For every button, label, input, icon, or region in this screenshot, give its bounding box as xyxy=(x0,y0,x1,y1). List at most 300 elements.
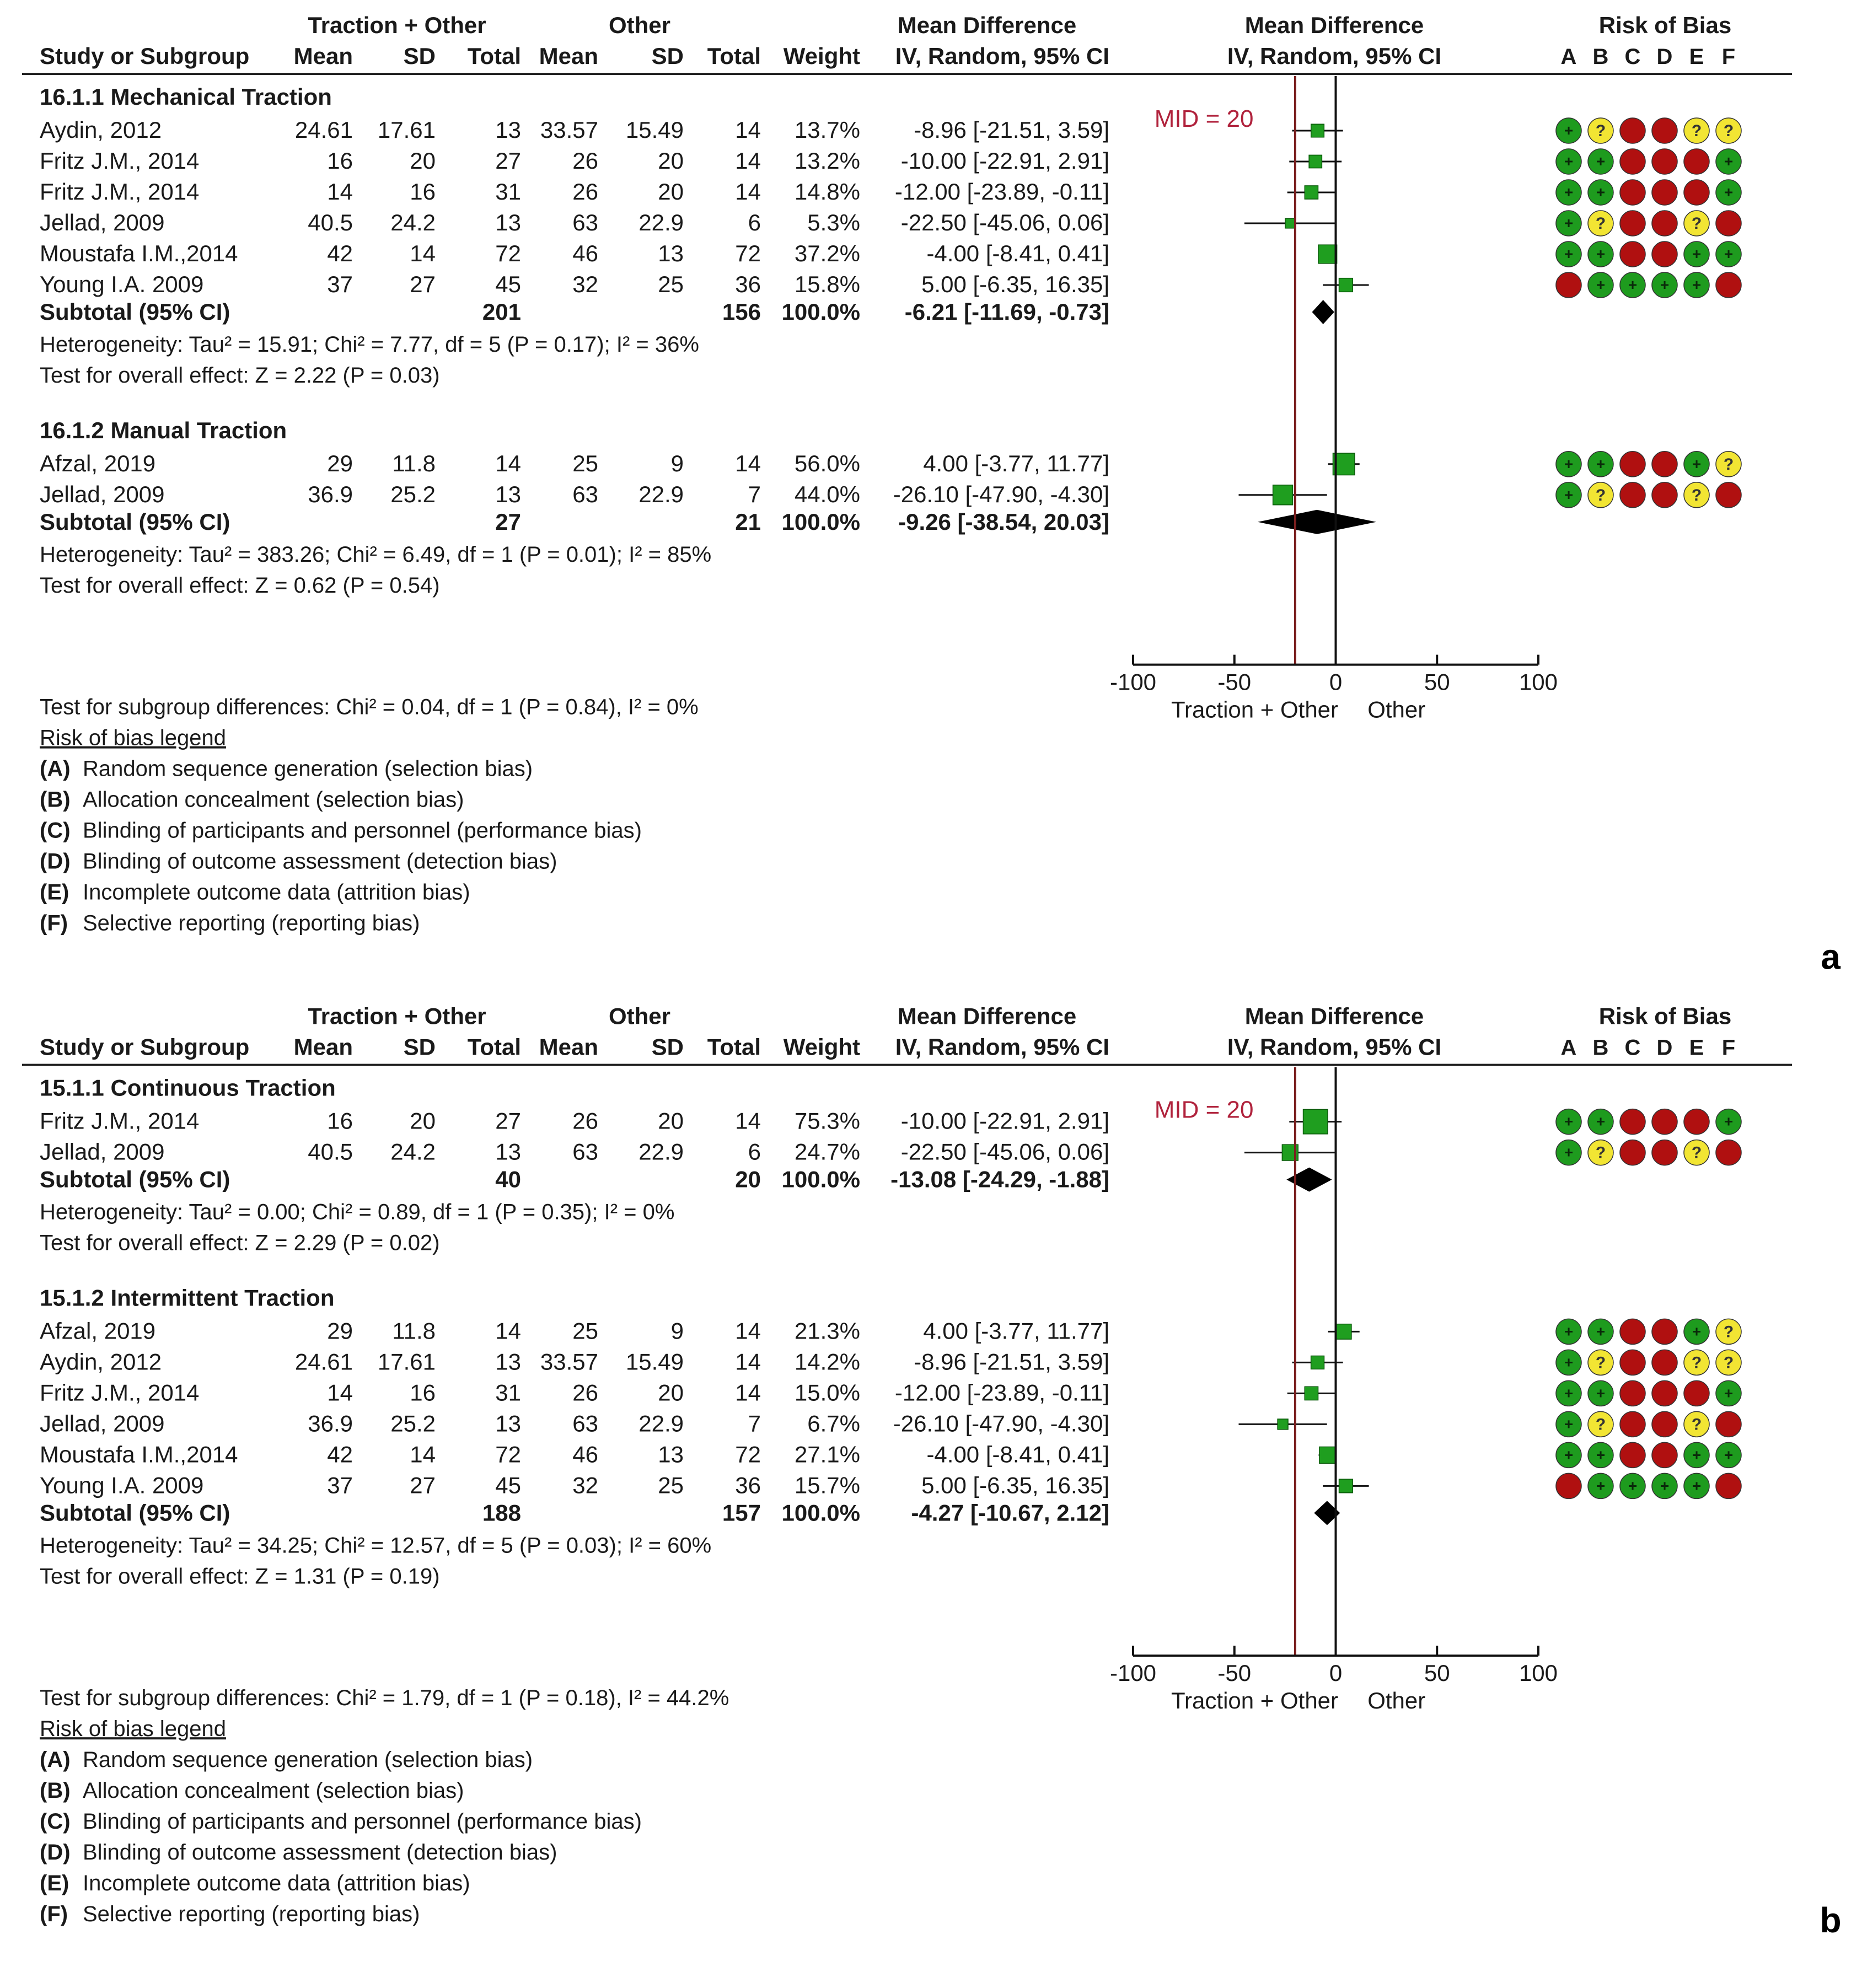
rob-header: Risk of Bias xyxy=(1598,1003,1732,1029)
x-label-right: Other xyxy=(1367,696,1426,723)
rob-plus-icon: + xyxy=(1564,1384,1574,1402)
rob-plus-icon: + xyxy=(1628,276,1638,293)
x-tick-label: 50 xyxy=(1424,669,1450,695)
study-name: Afzal, 2019 xyxy=(40,1318,156,1344)
rob-plus-icon: + xyxy=(1596,153,1606,170)
total2-value: 72 xyxy=(735,1441,761,1468)
overall-effect-text: Test for overall effect: Z = 2.22 (P = 0.03) xyxy=(40,363,440,388)
sd2-value: 9 xyxy=(670,1318,684,1344)
rob-legend-text: Blinding of participants and personnel (performance bias) xyxy=(83,818,642,843)
rob-dot xyxy=(1716,272,1741,298)
weight-value: 13.7% xyxy=(794,117,860,143)
rob-plus-icon: + xyxy=(1564,214,1574,232)
mean1-header: Mean xyxy=(293,1034,353,1060)
rob-dot xyxy=(1652,149,1677,174)
sd2-value: 13 xyxy=(658,240,684,266)
rob-dot xyxy=(1652,1411,1677,1437)
study-row xyxy=(40,209,1741,236)
sd1-value: 24.2 xyxy=(390,209,436,235)
rob-dot xyxy=(1652,482,1677,508)
rob-plus-icon: + xyxy=(1724,1446,1734,1464)
ci-value: -8.96 [-21.51, 3.59] xyxy=(914,117,1109,143)
study-row xyxy=(40,1318,1741,1344)
total1-value: 31 xyxy=(495,1379,521,1406)
total2-value: 7 xyxy=(748,1410,761,1437)
sd2-value: 22.9 xyxy=(638,1410,684,1437)
x-label-right: Other xyxy=(1367,1688,1426,1714)
rob-dot xyxy=(1652,180,1677,205)
subtotal-ci: -4.27 [-10.67, 2.12] xyxy=(911,1500,1109,1526)
rob-letter-C: C xyxy=(1624,45,1641,69)
mean2-value: 33.57 xyxy=(540,1348,598,1375)
subtotal-weight: 100.0% xyxy=(781,299,860,325)
sd2-value: 22.9 xyxy=(638,209,684,235)
sd1-value: 20 xyxy=(410,1108,436,1134)
rob-plus-icon: + xyxy=(1724,245,1734,262)
rob-plus-icon: + xyxy=(1564,1143,1574,1161)
mean2-value: 26 xyxy=(572,148,598,174)
subtotal-total1: 201 xyxy=(482,299,521,325)
ci-value: -26.10 [-47.90, -4.30] xyxy=(893,481,1109,507)
study-name: Young I.A. 2009 xyxy=(40,271,204,297)
weight-value: 75.3% xyxy=(794,1108,860,1134)
rob-dot xyxy=(1684,149,1709,174)
rob-letter-E: E xyxy=(1689,1035,1704,1060)
x-tick-label: -100 xyxy=(1109,1660,1157,1686)
total1-value: 72 xyxy=(495,240,521,266)
sd2-value: 20 xyxy=(658,1108,684,1134)
ci-value: -22.50 [-45.06, 0.06] xyxy=(900,209,1109,235)
x-label-left: Traction + Other xyxy=(1171,696,1339,723)
mean1-value: 36.9 xyxy=(308,1410,353,1437)
rob-question-icon: ? xyxy=(1595,1353,1606,1372)
rob-dot xyxy=(1620,1109,1645,1135)
sd1-value: 25.2 xyxy=(390,1410,436,1437)
weight-value: 14.8% xyxy=(794,179,860,205)
rob-legend-letter: (B) xyxy=(40,1779,71,1803)
effect-box xyxy=(1273,485,1293,505)
rob-plus-icon: + xyxy=(1596,1323,1606,1340)
plot-method-header: IV, Random, 95% CI xyxy=(1227,43,1442,69)
total1-value: 13 xyxy=(495,1348,521,1375)
subtotal-total2: 157 xyxy=(722,1500,761,1526)
rob-legend-letter: (F) xyxy=(40,911,68,936)
total1-header: Total xyxy=(467,1034,521,1060)
rob-legend-text: Incomplete outcome data (attrition bias) xyxy=(83,880,470,905)
weight-value: 15.8% xyxy=(794,271,860,297)
rob-dot xyxy=(1684,180,1709,205)
rob-letter-A: A xyxy=(1560,1035,1577,1060)
subtotal-label: Subtotal (95% CI) xyxy=(40,1166,230,1192)
mean2-value: 63 xyxy=(572,1410,598,1437)
mean2-value: 33.57 xyxy=(540,117,598,143)
rob-legend-text: Selective reporting (reporting bias) xyxy=(83,1902,420,1927)
group2-header: Other xyxy=(608,1003,671,1029)
effect-box xyxy=(1311,124,1324,137)
rob-dot xyxy=(1652,452,1677,477)
mean1-value: 29 xyxy=(327,1318,353,1344)
total2-value: 14 xyxy=(735,1379,761,1406)
rob-dot xyxy=(1620,1350,1645,1375)
study-name: Aydin, 2012 xyxy=(40,117,162,143)
subtotal-weight: 100.0% xyxy=(781,508,860,535)
rob-dot xyxy=(1620,211,1645,236)
sd2-value: 15.49 xyxy=(625,1348,684,1375)
weight-value: 13.2% xyxy=(794,148,860,174)
subtotal-total2: 20 xyxy=(735,1166,761,1192)
mean1-value: 29 xyxy=(327,450,353,476)
rob-letter-A: A xyxy=(1560,45,1577,69)
rob-dot xyxy=(1652,1442,1677,1468)
rob-dot xyxy=(1684,1109,1709,1135)
panel-label-b: b xyxy=(1820,1900,1842,1941)
rob-dot xyxy=(1620,1319,1645,1344)
mean2-value: 25 xyxy=(572,450,598,476)
forest-panel-b xyxy=(22,1003,1792,1927)
x-tick-label: 100 xyxy=(1518,669,1558,695)
rob-dot xyxy=(1716,1140,1741,1165)
mean1-value: 37 xyxy=(327,1472,353,1498)
weight-value: 5.3% xyxy=(807,209,860,235)
effect-box xyxy=(1309,155,1322,168)
rob-plus-icon: + xyxy=(1596,1477,1606,1495)
panel-label-a: a xyxy=(1821,937,1840,977)
rob-legend-title: Risk of bias legend xyxy=(40,726,226,750)
mean1-value: 42 xyxy=(327,240,353,266)
rob-header: Risk of Bias xyxy=(1598,12,1732,38)
rob-letter-D: D xyxy=(1656,1035,1673,1060)
mean1-value: 42 xyxy=(327,1441,353,1468)
rob-plus-icon: + xyxy=(1596,1113,1606,1130)
total2-value: 6 xyxy=(748,1138,761,1165)
overall-effect-text: Test for overall effect: Z = 0.62 (P = 0.54) xyxy=(40,573,440,598)
total2-header: Total xyxy=(707,1034,761,1060)
rob-legend-text: Blinding of outcome assessment (detection bias) xyxy=(83,849,557,874)
rob-legend-text: Blinding of participants and personnel (performance bias) xyxy=(83,1809,642,1834)
mean2-value: 63 xyxy=(572,1138,598,1165)
rob-plus-icon: + xyxy=(1660,276,1670,293)
rob-plus-icon: + xyxy=(1628,1477,1638,1495)
group1-header: Traction + Other xyxy=(308,1003,486,1029)
mean2-value: 32 xyxy=(572,1472,598,1498)
rob-plus-icon: + xyxy=(1692,1323,1702,1340)
heterogeneity-text: Heterogeneity: Tau² = 34.25; Chi² = 12.57, df = 5 (P = 0.03); I² = 60% xyxy=(40,1533,712,1558)
rob-legend-text: Blinding of outcome assessment (detection bias) xyxy=(83,1840,557,1865)
rob-dot xyxy=(1652,118,1677,143)
effect-box xyxy=(1278,1419,1288,1430)
weight-value: 15.0% xyxy=(794,1379,860,1406)
x-tick-label: 0 xyxy=(1329,669,1343,695)
subtotal-total1: 40 xyxy=(495,1166,521,1192)
rob-dot xyxy=(1620,241,1645,267)
rob-legend-letter: (A) xyxy=(40,756,71,781)
total1-value: 13 xyxy=(495,209,521,235)
rob-dot xyxy=(1684,1380,1709,1406)
rob-legend-letter: (B) xyxy=(40,787,71,812)
rob-legend-letter: (F) xyxy=(40,1902,68,1927)
group2-header: Other xyxy=(608,12,671,38)
total2-value: 7 xyxy=(748,481,761,507)
total1-value: 13 xyxy=(495,1410,521,1437)
rob-plus-icon: + xyxy=(1692,245,1702,262)
total1-value: 13 xyxy=(495,1138,521,1165)
weight-value: 44.0% xyxy=(794,481,860,507)
mean2-value: 26 xyxy=(572,179,598,205)
study-row xyxy=(40,1379,1741,1406)
study-row xyxy=(40,1108,1741,1135)
mean1-value: 37 xyxy=(327,271,353,297)
rob-question-icon: ? xyxy=(1723,1323,1734,1341)
ci-value: -8.96 [-21.51, 3.59] xyxy=(914,1348,1109,1375)
md-method-header: IV, Random, 95% CI xyxy=(895,43,1109,69)
rob-dot xyxy=(1620,1380,1645,1406)
x-tick-label: 0 xyxy=(1329,1660,1343,1686)
sd2-value: 20 xyxy=(658,1379,684,1406)
total2-value: 6 xyxy=(748,209,761,235)
effect-box xyxy=(1337,1324,1351,1339)
rob-dot xyxy=(1652,1109,1677,1135)
study-row xyxy=(40,148,1741,174)
rob-plus-icon: + xyxy=(1564,1113,1574,1130)
subtotal-ci: -9.26 [-38.54, 20.03] xyxy=(898,508,1109,535)
rob-dot xyxy=(1620,118,1645,143)
study-row xyxy=(40,117,1741,143)
rob-plus-icon: + xyxy=(1596,184,1606,201)
ci-value: -4.00 [-8.41, 0.41] xyxy=(926,240,1109,266)
weight-value: 24.7% xyxy=(794,1138,860,1165)
mean1-value: 40.5 xyxy=(308,209,353,235)
study-col-header: Study or Subgroup xyxy=(40,43,250,69)
sd1-header: SD xyxy=(403,43,436,69)
mean1-value: 24.61 xyxy=(294,1348,353,1375)
mean1-value: 24.61 xyxy=(294,117,353,143)
rob-legend-text: Selective reporting (reporting bias) xyxy=(83,911,420,936)
rob-question-icon: ? xyxy=(1691,1143,1702,1162)
total2-value: 14 xyxy=(735,1108,761,1134)
total2-value: 14 xyxy=(735,179,761,205)
x-tick-label: 50 xyxy=(1424,1660,1450,1686)
subtotal-label: Subtotal (95% CI) xyxy=(40,1500,230,1526)
rob-plus-icon: + xyxy=(1596,276,1606,293)
x-tick-label: -50 xyxy=(1217,1660,1252,1686)
total2-value: 14 xyxy=(735,1348,761,1375)
sd2-value: 15.49 xyxy=(625,117,684,143)
sd2-value: 13 xyxy=(658,1441,684,1468)
rob-question-icon: ? xyxy=(1691,1353,1702,1372)
group1-header: Traction + Other xyxy=(308,12,486,38)
rob-legend-letter: (A) xyxy=(40,1748,71,1772)
mean1-header: Mean xyxy=(293,43,353,69)
mean2-header: Mean xyxy=(539,43,598,69)
rob-dot xyxy=(1620,482,1645,508)
rob-letter-B: B xyxy=(1592,1035,1609,1060)
rob-legend-letter: (C) xyxy=(40,818,71,843)
rob-dot xyxy=(1652,1319,1677,1344)
sd2-value: 20 xyxy=(658,148,684,174)
total2-value: 14 xyxy=(735,450,761,476)
rob-question-icon: ? xyxy=(1723,455,1734,474)
heterogeneity-text: Heterogeneity: Tau² = 383.26; Chi² = 6.49, df = 1 (P = 0.01); I² = 85% xyxy=(40,542,712,567)
rob-dot xyxy=(1620,1140,1645,1165)
sd1-value: 20 xyxy=(410,148,436,174)
study-row xyxy=(40,1139,1741,1165)
rob-letter-D: D xyxy=(1656,45,1673,69)
rob-plus-icon: + xyxy=(1564,153,1574,170)
rob-plus-icon: + xyxy=(1564,1323,1574,1340)
rob-question-icon: ? xyxy=(1691,486,1702,504)
rob-plus-icon: + xyxy=(1564,455,1574,472)
x-label-left: Traction + Other xyxy=(1171,1688,1339,1714)
rob-dot xyxy=(1620,1411,1645,1437)
rob-question-icon: ? xyxy=(1595,122,1606,140)
ci-value: -22.50 [-45.06, 0.06] xyxy=(900,1138,1109,1165)
subgroup-title: 16.1.1 Mechanical Traction xyxy=(40,84,332,110)
total2-value: 36 xyxy=(735,1472,761,1498)
mean2-value: 26 xyxy=(572,1379,598,1406)
rob-plus-icon: + xyxy=(1564,486,1574,503)
weight-value: 6.7% xyxy=(807,1410,860,1437)
rob-letter-E: E xyxy=(1689,45,1704,69)
rob-plus-icon: + xyxy=(1564,184,1574,201)
total1-value: 27 xyxy=(495,1108,521,1134)
sd1-value: 16 xyxy=(410,1379,436,1406)
mean1-value: 16 xyxy=(327,1108,353,1134)
subtotal-diamond xyxy=(1258,510,1376,534)
rob-plus-icon: + xyxy=(1724,1113,1734,1130)
rob-legend-letter: (C) xyxy=(40,1809,71,1834)
total1-value: 45 xyxy=(495,271,521,297)
ci-value: -12.00 [-23.89, -0.11] xyxy=(894,1379,1109,1406)
subtotal-diamond xyxy=(1312,300,1334,324)
total2-value: 72 xyxy=(735,240,761,266)
mean1-value: 14 xyxy=(327,1379,353,1406)
study-name: Jellad, 2009 xyxy=(40,1138,165,1165)
study-name: Fritz J.M., 2014 xyxy=(40,148,200,174)
effect-box xyxy=(1303,1109,1328,1133)
rob-legend-text: Allocation concealment (selection bias) xyxy=(83,1779,464,1803)
mean2-value: 26 xyxy=(572,1108,598,1134)
rob-plus-icon: + xyxy=(1596,1446,1606,1464)
rob-dot xyxy=(1620,1442,1645,1468)
rob-question-icon: ? xyxy=(1595,1143,1606,1162)
rob-plus-icon: + xyxy=(1596,245,1606,262)
effect-box xyxy=(1285,218,1295,228)
subtotal-weight: 100.0% xyxy=(781,1500,860,1526)
study-col-header: Study or Subgroup xyxy=(40,1034,250,1060)
x-tick-label: 100 xyxy=(1518,1660,1558,1686)
sd2-value: 22.9 xyxy=(638,1138,684,1165)
rob-letter-F: F xyxy=(1721,1035,1736,1060)
subtotal-total1: 188 xyxy=(482,1500,521,1526)
rob-dot xyxy=(1652,211,1677,236)
rob-plus-icon: + xyxy=(1692,1477,1702,1495)
rob-legend-letter: (D) xyxy=(40,1840,71,1865)
mean2-value: 46 xyxy=(572,240,598,266)
rob-question-icon: ? xyxy=(1595,214,1606,233)
heterogeneity-text: Heterogeneity: Tau² = 15.91; Chi² = 7.77, df = 5 (P = 0.17); I² = 36% xyxy=(40,332,699,357)
sd1-value: 24.2 xyxy=(390,1138,436,1165)
rob-plus-icon: + xyxy=(1692,455,1702,472)
total2-value: 14 xyxy=(735,1318,761,1344)
weight-value: 14.2% xyxy=(794,1348,860,1375)
rob-question-icon: ? xyxy=(1723,122,1734,140)
rob-dot xyxy=(1556,1473,1581,1498)
subtotal-label: Subtotal (95% CI) xyxy=(40,299,230,325)
study-name: Jellad, 2009 xyxy=(40,209,165,235)
sd1-value: 16 xyxy=(410,179,436,205)
md-method-header: IV, Random, 95% CI xyxy=(895,1034,1109,1060)
x-tick-label: -50 xyxy=(1217,669,1252,695)
study-row xyxy=(40,179,1741,205)
sd1-value: 25.2 xyxy=(390,481,436,507)
study-name: Young I.A. 2009 xyxy=(40,1472,204,1498)
rob-letter-F: F xyxy=(1721,45,1736,69)
effect-box xyxy=(1339,278,1353,292)
sd1-value: 17.61 xyxy=(377,117,436,143)
rob-legend-letter: (D) xyxy=(40,849,71,874)
rob-legend-text: Allocation concealment (selection bias) xyxy=(83,787,464,812)
effect-box xyxy=(1305,186,1318,199)
total2-value: 14 xyxy=(735,148,761,174)
rob-plus-icon: + xyxy=(1660,1477,1670,1495)
rob-question-icon: ? xyxy=(1595,486,1606,504)
rob-plus-icon: + xyxy=(1692,1446,1702,1464)
x-tick-label: -100 xyxy=(1109,669,1157,695)
rob-plus-icon: + xyxy=(1596,455,1606,472)
sd2-value: 20 xyxy=(658,179,684,205)
mid-label: MID = 20 xyxy=(1154,1096,1254,1124)
study-name: Fritz J.M., 2014 xyxy=(40,1379,200,1406)
total2-value: 14 xyxy=(735,117,761,143)
rob-plus-icon: + xyxy=(1564,122,1574,139)
total1-header: Total xyxy=(467,43,521,69)
sd1-value: 11.8 xyxy=(392,1318,436,1344)
rob-plus-icon: + xyxy=(1692,276,1702,293)
study-name: Aydin, 2012 xyxy=(40,1348,162,1375)
study-row xyxy=(40,1410,1741,1437)
ci-value: -26.10 [-47.90, -4.30] xyxy=(893,1410,1109,1437)
total1-value: 13 xyxy=(495,117,521,143)
weight-value: 21.3% xyxy=(794,1318,860,1344)
subgroup-diff-text: Test for subgroup differences: Chi² = 1.79, df = 1 (P = 0.18), I² = 44.2% xyxy=(40,1686,729,1711)
sd1-value: 17.61 xyxy=(377,1348,436,1375)
study-row xyxy=(40,240,1741,267)
mean2-value: 32 xyxy=(572,271,598,297)
ci-value: -4.00 [-8.41, 0.41] xyxy=(926,1441,1109,1468)
mean2-value: 46 xyxy=(572,1441,598,1468)
plot-header: Mean Difference xyxy=(1244,1003,1424,1029)
rob-plus-icon: + xyxy=(1564,1446,1574,1464)
study-row xyxy=(40,1441,1741,1468)
rob-plus-icon: + xyxy=(1564,1415,1574,1433)
sd1-header: SD xyxy=(403,1034,436,1060)
rob-legend-title: Risk of bias legend xyxy=(40,1717,226,1742)
subtotal-label: Subtotal (95% CI) xyxy=(40,508,230,535)
sd2-value: 25 xyxy=(658,271,684,297)
rob-plus-icon: + xyxy=(1724,153,1734,170)
ci-value: 4.00 [-3.77, 11.77] xyxy=(923,1318,1109,1344)
sd1-value: 14 xyxy=(410,1441,436,1468)
effect-box xyxy=(1318,245,1337,264)
study-row xyxy=(40,450,1741,477)
subtotal-total2: 156 xyxy=(722,299,761,325)
mean2-header: Mean xyxy=(539,1034,598,1060)
rob-dot xyxy=(1556,272,1581,298)
md-header: Mean Difference xyxy=(897,1003,1077,1029)
sd2-value: 22.9 xyxy=(638,481,684,507)
sd2-header: SD xyxy=(651,1034,684,1060)
mean2-value: 25 xyxy=(572,1318,598,1344)
